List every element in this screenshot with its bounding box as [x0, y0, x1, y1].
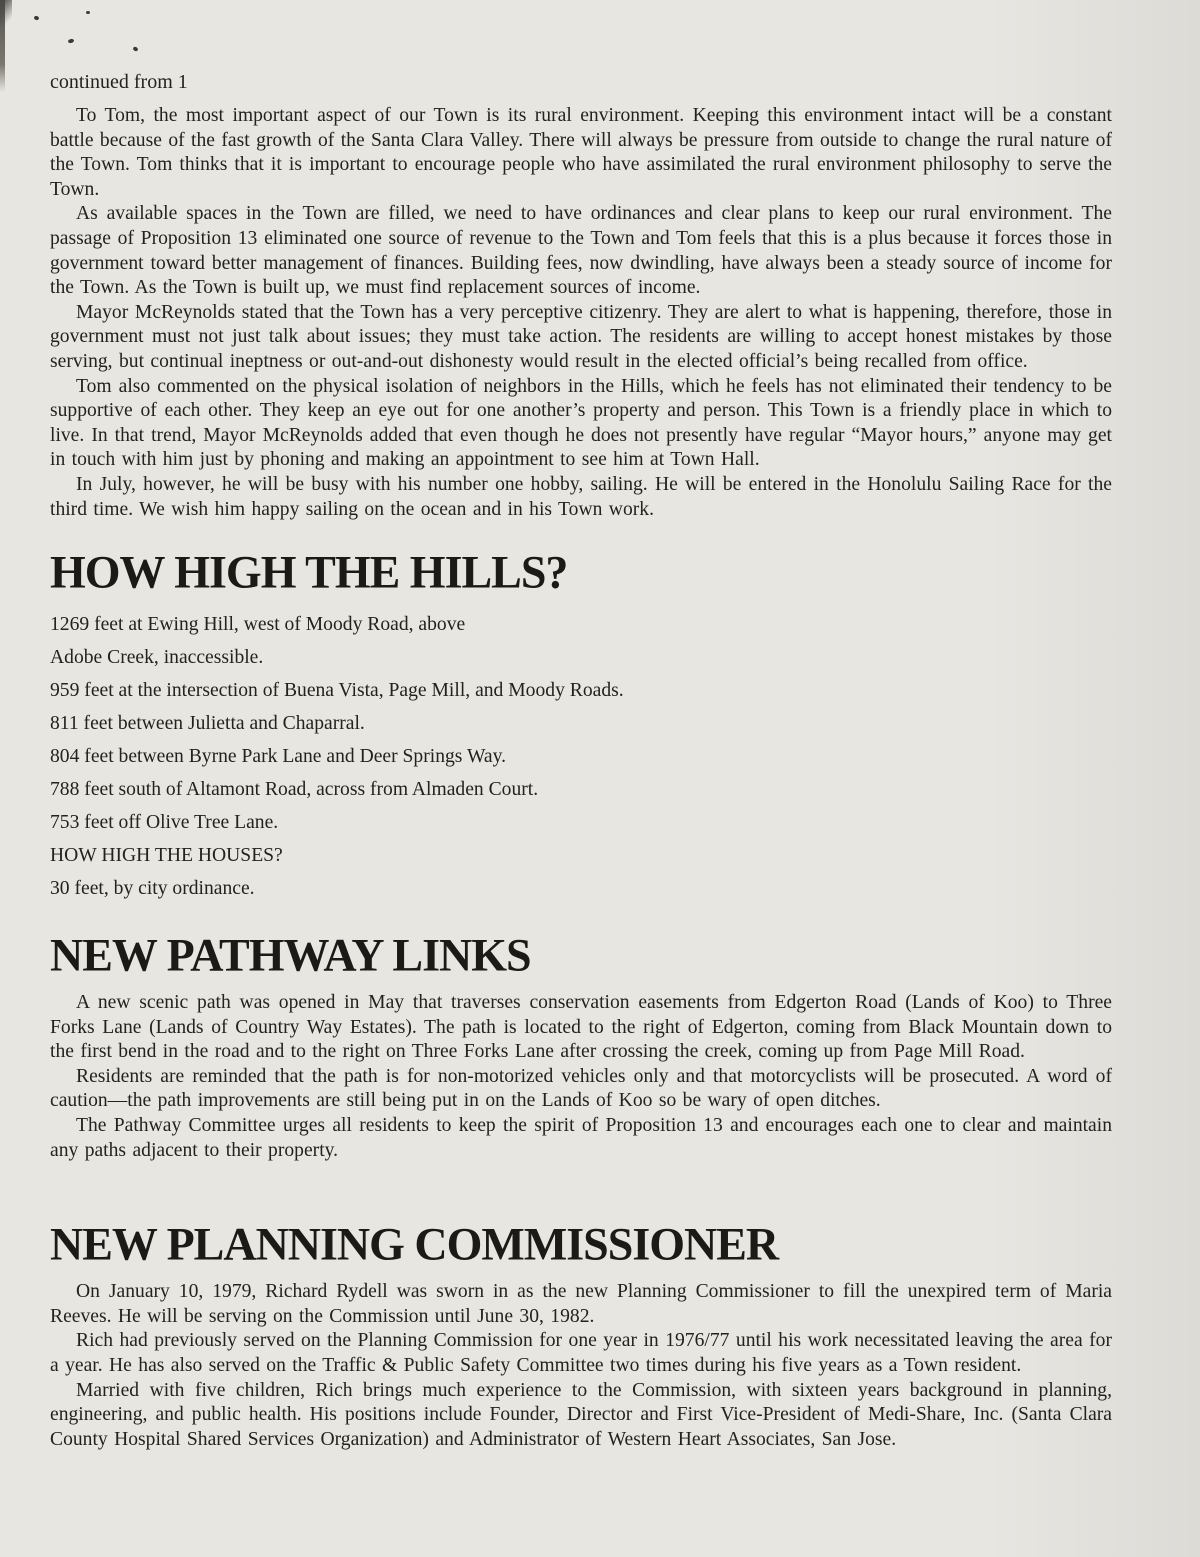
hills-elevation-list [50, 608, 1112, 905]
paragraph: In July, however, he will be busy with his number one hobby, sailing. He will be entered in the Honolulu Sailing Race for the third time. We wish him happy sailing on the ocean and in his Town work. [50, 473, 1112, 520]
paragraph: Married with five children, Rich brings much experience to the Commission, with sixteen years background in planning, engineering, and public health. His positions include Founder, Director and First Vice-President of Medi-Share, Inc. (Santa Clara County Hospital Shared Services Organization) and Administrator of Western Heart Associates, San Jose. [50, 1379, 1112, 1450]
paragraph: Mayor McReynolds stated that the Town has a very perceptive citizenry. They are alert to what is happening, therefore, those in government must not just talk about issues; they must take action. The residents are willing to accept honest mistakes by those serving, but continual ineptness or out-and-out dishonesty would result in the elected official’s being recalled from office. [50, 301, 1112, 372]
section-heading-commissioner: NEW PLANNING COMMISSIONER [50, 1217, 779, 1270]
paragraph: Residents are reminded that the path is for non-motorized vehicles only and that motorcyclists will be prosecuted. A word of caution—the path improvements are still being put in on the Lands of Koo so be wary of open ditches. [50, 1065, 1112, 1112]
list-line: 753 feet off Olive Tree Lane. [50, 812, 279, 834]
list-line: 30 feet, by city ordinance. [50, 878, 255, 900]
continued-note: continued from 1 [50, 71, 188, 93]
paragraph: On January 10, 1979, Richard Rydell was sworn in as the new Planning Commissioner to fill the unexpired term of Maria Reeves. He will be serving on the Commission until June 30, 1982. [50, 1281, 1112, 1327]
list-line: 804 feet between Byrne Park Lane and Deer Springs Way. [50, 746, 507, 768]
scan-corner-artifact [0, 0, 12, 26]
paragraph: The Pathway Committee urges all residents to keep the spirit of Proposition 13 and encourages each one to clear and maintain any paths adjacent to their property. [50, 1115, 1112, 1161]
paragraph: Tom also commented on the physical isolation of neighbors in the Hills, which he feels has not eliminated their tendency to be supportive of each other. They keep an eye out for one another’s property and person. This Town is a friendly place in which to live. In that trend, Mayor McReynolds added that even though he does not presently have regular “Mayor hours,” anyone may get in touch with him just by phoning and making an appointment to see him at Town Hall. [50, 375, 1112, 471]
scan-speck [132, 46, 138, 52]
list-line: Adobe Creek, inaccessible. [50, 647, 264, 669]
list-line: HOW HIGH THE HOUSES? [50, 845, 283, 867]
section-heading-pathway: NEW PATHWAY LINKS [50, 928, 531, 981]
scan-speck [86, 11, 90, 14]
paragraph: Rich had previously served on the Planning Commission for one year in 1976/77 until his work necessitated leaving the area for a year. He has also served on the Traffic & Public Safety Committee two times during his five years as a Town resident. [50, 1330, 1112, 1377]
commissioner-article [50, 1280, 1112, 1452]
pathway-article [50, 991, 1112, 1163]
paragraph: As available spaces in the Town are filled, we need to have ordinances and clear plans to keep our rural environment. The passage of Proposition 13 eliminated one source of revenue to the Town and Tom feels that this is a plus because it forces those in government toward better management of finances. Building fees, now dwindling, have always been a steady source of income for the Town. As the Town is built up, we must find replacement sources of income. [50, 203, 1112, 299]
mayor-article [50, 104, 1112, 522]
list-line: 811 feet between Julietta and Chaparral. [50, 713, 365, 735]
paragraph: A new scenic path was opened in May that traverses conservation easements from Edgerton Road (Lands of Koo) to Three Forks Lane (Lands of Country Way Estates). The path is located to the right of Edgerton, coming from Black Mountain down to the first bend in the road and to the right on Three Forks Lane after crossing the creek, coming up from Page Mill Road. [50, 992, 1112, 1063]
page-content [50, 70, 1112, 1452]
list-line: 959 feet at the intersection of Buena Vista, Page Mill, and Moody Roads. [50, 680, 624, 702]
scan-speck [33, 15, 39, 20]
list-line: 788 feet south of Altamont Road, across from Almaden Court. [50, 779, 539, 801]
section-heading-hills: HOW HIGH THE HILLS? [50, 545, 568, 598]
paragraph: To Tom, the most important aspect of our Town is its rural environment. Keeping this environment intact will be a constant battle because of the fast growth of the Santa Clara Valley. There will always be pressure from outside to change the rural nature of the Town. Tom thinks that it is important to encourage people who have assimilated the rural environment philosophy to serve the Town. [50, 105, 1112, 200]
scan-speck [68, 38, 75, 43]
list-line: 1269 feet at Ewing Hill, west of Moody Road, above [50, 614, 466, 636]
